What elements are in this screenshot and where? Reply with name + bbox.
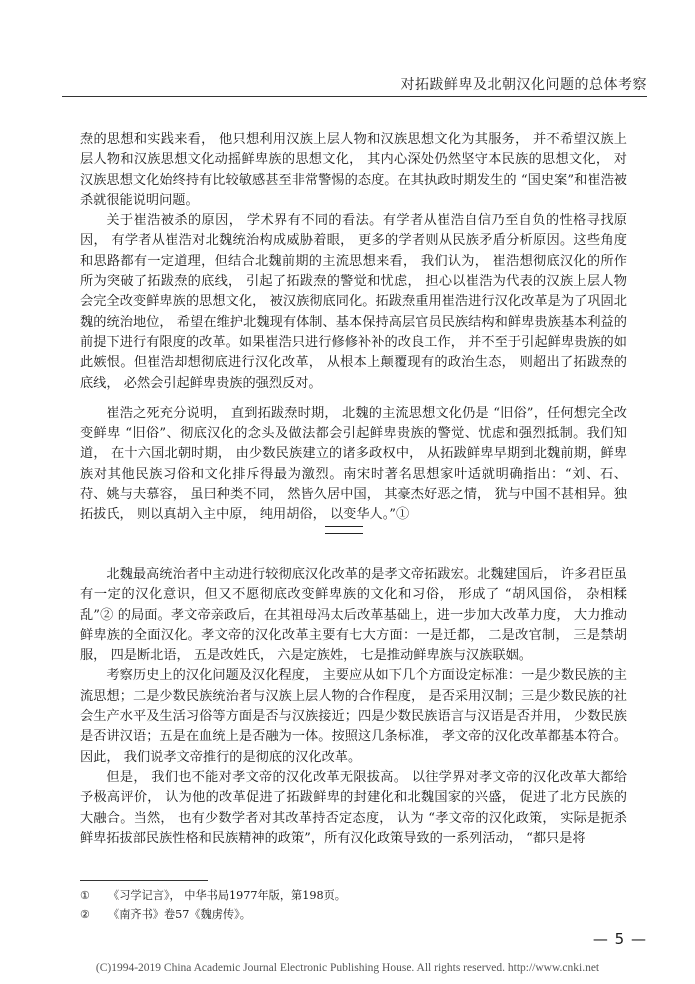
paragraph: 北魏最高统治者中主动进行较彻底汉化改革的是孝文帝拓跋宏。北魏建国后， 许多君臣虽有一定的汉化意识，但又不愿彻底改变鲜卑族的文化和习俗， 形成了 “胡风国俗， 杂相糅乱”② 的局面。孝文帝亲政后，在其祖母冯太后改革基础上，进一步加大改革力度， 大力推动鲜卑族的全面汉化。孝文帝的汉化改革主要有七大方面：一是迁都， 二是改官制， 三是禁胡服， 四是断北语， 五是改姓氏， 六是定族姓， 七是推动鲜卑族与汉族联姻。	[80, 567, 627, 664]
footnote	[80, 886, 627, 905]
footnote-rule	[80, 880, 208, 881]
footnote-text: 《习学记言》， 中华书局1977年版，第198页。	[108, 889, 346, 902]
paragraph: 考察历史上的汉化问题及汉化程度， 主要应从如下几个方面设定标准：一是少数民族的主流思想；二是少数民族统治者与汉族上层人物的合作程度， 是否采用汉制；三是少数民族的社会生产水平及生活习俗等方面是否与汉族接近；四是少数民族语言与汉语是否并用， 少数民族是否讲汉语；五是在血统上是否融为一体。按照这几条标准， 孝文帝的汉化改革都基本符合。 因此， 我们说孝文帝推行的是彻底的汉化改革。	[80, 668, 627, 765]
section-mark-stroke	[325, 533, 363, 534]
footnote	[80, 905, 627, 924]
footnotes	[80, 886, 627, 924]
footnote-text: 《南齐书》卷57《魏虏传》。	[108, 908, 251, 921]
footnote-mark: ①	[80, 889, 91, 902]
body-section-a	[80, 130, 627, 526]
paragraph: 但是， 我们也不能对孝文帝的汉化改革无限拔高。 以往学界对孝文帝的汉化改革大都给予极高评价， 认为他的改革促进了拓跋鲜卑的封建化和北魏国家的兴盛， 促进了北方民族的大融合。当然， 也有少数学者对其改革持否定态度， 认为 “孝文帝的汉化政策， 实际是扼杀鲜卑拓拔部民族性格和民族精神的政策”，所有汉化政策导致的一系列活动， “都只是将	[80, 769, 627, 846]
paragraph: 崔浩之死充分说明， 直到拓跋焘时期， 北魏的主流思想文化仍是 “旧俗”，任何想完全改变鲜卑 “旧俗”、彻底汉化的念头及做法都会引起鲜卑贵族的警觉、忧虑和强烈抵制。我们知道， 在十六国北朝时期， 由少数民族建立的诸多政权中， 从拓跋鲜卑早期到北魏前期，鲜卑族对其他民族习俗和文化排斥得最为激烈。南宋时著名思想家叶适就明确指出：“刘、石、苻、姚与夫慕容， 虽曰种类不同， 然皆久居中国， 其豪杰好恶之情， 犹与中国不甚相异。独拓拔氏， 则以真胡入主中原， 纯用胡俗， 以变华人。”①	[80, 405, 627, 523]
section-mark-stroke	[325, 526, 363, 527]
paragraph: 关于崔浩被杀的原因， 学术界有不同的看法。有学者从崔浩自信乃至自负的性格寻找原因， 有学者从崔浩对北魏统治构成威胁着眼， 更多的学者则从民族矛盾分析原因。这些角度和思路都有一定道理，但结合北魏前期的主流思想来看， 我们认为， 崔浩想彻底汉化的所作所为突破了拓跋焘的底线， 引起了拓跋焘的警觉和忧虑， 担心以崔浩为代表的汉族上层人物会完全改变鲜卑族的思想文化， 被汉族彻底同化。拓跋焘重用崔浩进行汉化改革是为了巩固北魏的统治地位， 希望在维护北魏现有体制、基本保持高层官员民族结构和鲜卑贵族基本利益的前提下进行有限度的改革。如果崔浩只进行修修补补的改良工作， 并不至于引起鲜卑贵族的如此嫉恨。但崔浩却想彻底进行汉化改革， 从根本上颠覆现有的政治生态， 则超出了拓跋焘的底线， 必然会引起鲜卑贵族的强烈反对。	[80, 213, 627, 391]
copyright-notice: (C)1994-2019 China Academic Journal Electronic Publishing House. All rights reserved. http://www.cnki.net	[95, 962, 600, 974]
footnote-mark: ②	[80, 908, 91, 921]
running-title: 对拓跋鲜卑及北朝汉化问题的总体考察	[400, 77, 647, 93]
page-number: — 5 —	[592, 930, 647, 948]
section-number-two	[325, 520, 363, 540]
paragraph: 焘的思想和实践来看， 他只想利用汉族上层人物和汉族思想文化为其服务， 并不希望汉族上层人物和汉族思想文化动摇鲜卑族的思想文化， 其内心深处仍然坚守本民族的思想文化， 对汉族思想文化始终持有比较敏感甚至非常警惕的态度。在其执政时期发生的 “国史案”和崔浩被杀就很能说明问题。	[80, 132, 627, 208]
header-rule	[62, 96, 647, 97]
body-section-b	[80, 565, 627, 849]
